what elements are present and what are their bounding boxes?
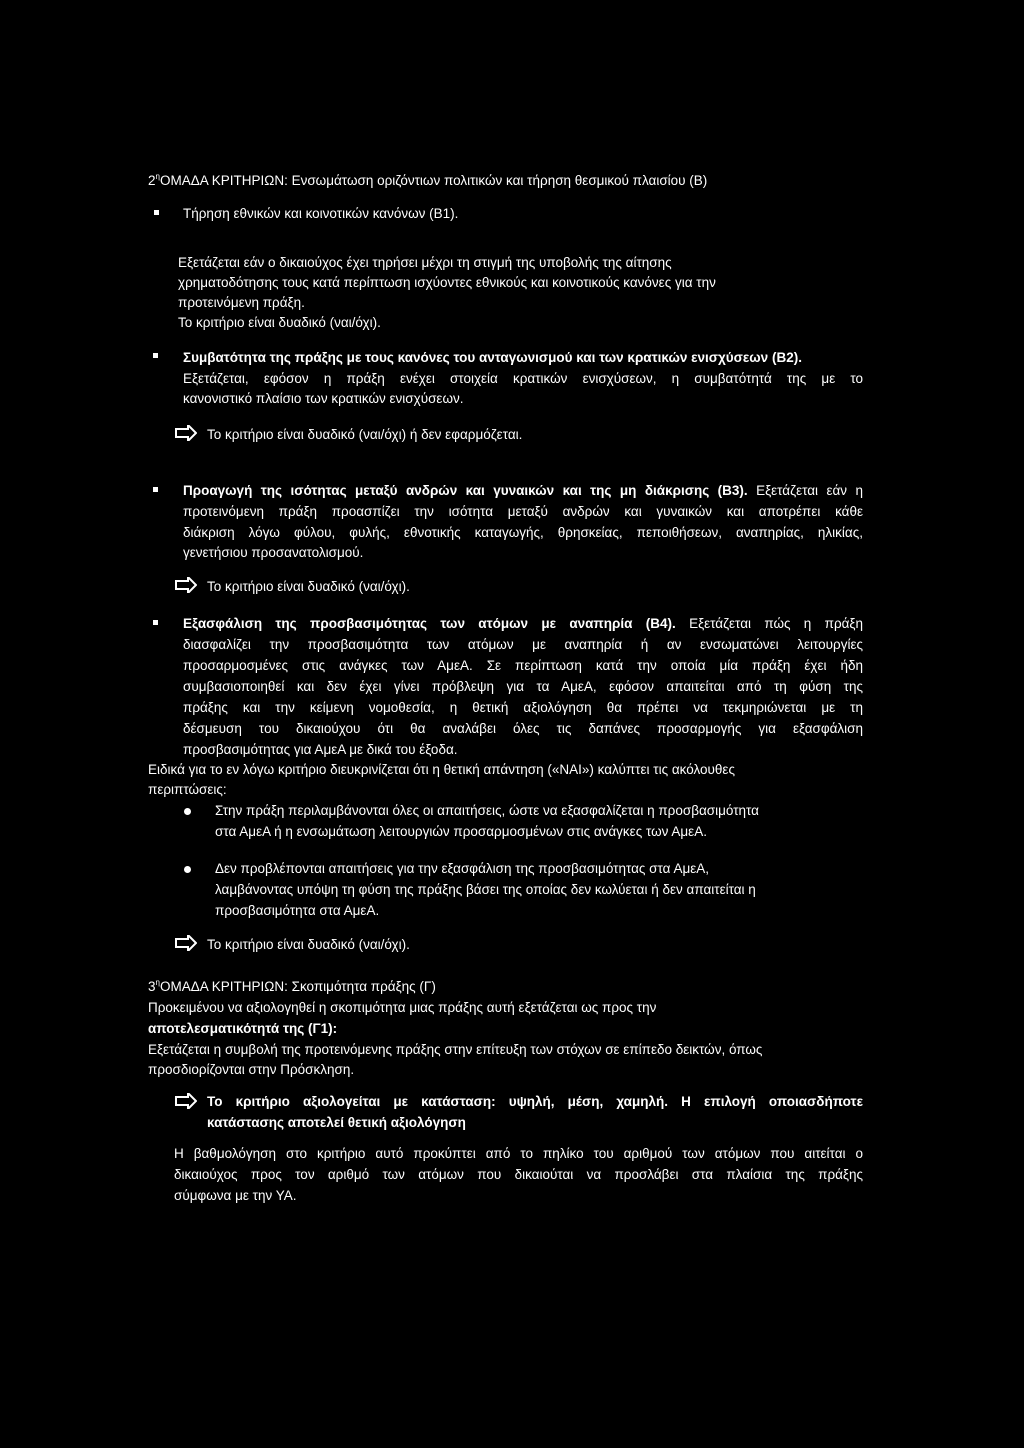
arrow-right-icon bbox=[175, 577, 197, 593]
g1-criterion-line: Το κριτήριο αξιολογείται με κατάσταση: υψηλή, μέση, χαμηλή. Η επιλογή οποιασδήποτε bbox=[207, 1094, 863, 1109]
arrow-right-icon bbox=[175, 425, 197, 441]
b3-text-line: γενετήσιου προσανατολισμού. bbox=[183, 545, 364, 560]
b3-first-line-rest: Εξετάζεται εάν η bbox=[747, 483, 863, 498]
b4-case-line: λαμβάνοντας υπόψη τη φύση της πράξης βάσει της οποίας δεν κωλύεται ή δεν απαιτείται η bbox=[215, 882, 756, 897]
b4-text-line: προσβασιμότητας για ΑμεΑ με δικά του έξοδα. bbox=[183, 742, 458, 757]
g1-text-line: Εξετάζεται η συμβολή της προτεινόμενης πράξης στην επίτευξη των στόχων σε επίπεδο δεικτών, όπως bbox=[148, 1042, 763, 1057]
group3-heading: $3^\eta OMA\Delta A$ ΚΡΙΤΗΡΙΩΝ: Σκοπιμότητα πράξης (Γ) bbox=[148, 978, 436, 994]
b2-title: Συμβατότητα της πράξης με τους κανόνες του ανταγωνισμού και των κρατικών ενισχύσεων (Β2). bbox=[183, 350, 802, 365]
b4-case-line: στα ΑμεΑ ή η ενσωμάτωση λειτουργιών προσαρμοσμένων στις ανάγκες των ΑμεΑ. bbox=[215, 824, 707, 839]
b4-text-line: συμβασιοποιηθεί και δεν έχει γίνει πρόβλεψη για τα ΑμεΑ, εφόσον απαιτείται από τη φύση της bbox=[183, 679, 863, 694]
b4-note-line: Ειδικά για το εν λόγω κριτήριο διευκρινίζεται ότι η θετική απάντηση («ΝΑΙ») καλύπτει τις ακόλουθες bbox=[148, 762, 735, 777]
b1-criterion: Το κριτήριο είναι δυαδικό (ναι/όχι). bbox=[178, 315, 381, 330]
group3-intro: Προκειμένου να αξιολογηθεί η σκοπιμότητα μιας πράξης αυτή εξετάζεται ως προς την bbox=[148, 1000, 657, 1015]
b3-text-line: προτεινόμενη πράξη προασπίζει την ισότητα μεταξύ ανδρών και γυναικών και αποτρέπει κάθε bbox=[183, 504, 863, 519]
b1-text-line: χρηματοδότησης τους κατά περίπτωση ισχύοντες εθνικούς και κοινοτικούς κανόνες για την bbox=[178, 275, 716, 290]
b3-title: Προαγωγή της ισότητας μεταξύ ανδρών και γυναικών και της μη διάκρισης (Β3). bbox=[183, 483, 748, 498]
b4-text-line: δέσμευση του δικαιούχου ότι θα αναλάβει όλες τις δαπάνες προσαρμογής για εξασφάλιση bbox=[183, 721, 863, 736]
b4-title: Εξασφάλιση της προσβασιμότητας των ατόμων με αναπηρία (Β4). bbox=[183, 616, 676, 631]
b4-text-line: διασφαλίζει την προσβασιμότητα των ατόμων με αναπηρία ή αν ενσωματώνει λειτουργίες bbox=[183, 637, 863, 652]
b4-case-line: Δεν προβλέπονται απαιτήσεις για την εξασφάλιση της προσβασιμότητας στα ΑμεΑ, bbox=[215, 861, 710, 876]
b2-criterion: Το κριτήριο είναι δυαδικό (ναι/όχι) ή δεν εφαρμόζεται. bbox=[207, 427, 523, 442]
g1-criterion-line: κατάστασης αποτελεί θετική αξιολόγηση bbox=[207, 1115, 466, 1130]
b2-text-line: Εξετάζεται, εφόσον η πράξη ενέχει στοιχεία κρατικών ενισχύσεων, η συμβατότητά της με το bbox=[183, 371, 863, 386]
arrow-right-icon bbox=[175, 935, 197, 951]
g1-text-line: προσδιορίζονται στην Πρόσκληση. bbox=[148, 1062, 355, 1077]
b4-first-line bbox=[183, 614, 863, 634]
arrow-right-icon bbox=[175, 1093, 197, 1109]
square-bullet-icon bbox=[153, 353, 158, 358]
b4-first-line-rest: Εξετάζεται πώς η πράξη bbox=[675, 616, 863, 631]
group2-heading: $2^\eta OMA\Delta A$ ΚΡΙΤΗΡΙΩΝ: Ενσωμάτωση οριζόντιων πολιτικών και τήρηση θεσμικού πλαισίου (Β) bbox=[148, 172, 708, 188]
b4-case-line: Στην πράξη περιλαμβάνονται όλες οι απαιτήσεις, ώστε να εξασφαλίζεται η προσβασιμότητα bbox=[215, 803, 759, 818]
b1-text-line: Εξετάζεται εάν ο δικαιούχος έχει τηρήσει μέχρι τη στιγμή της υποβολής της αίτησης bbox=[178, 255, 672, 270]
b1-title: Τήρηση εθνικών και κοινοτικών κανόνων (Β1). bbox=[183, 206, 459, 221]
g1-title: αποτελεσματικότητά της (Γ1): bbox=[148, 1021, 338, 1036]
round-bullet-icon bbox=[184, 808, 191, 815]
square-bullet-icon bbox=[154, 210, 159, 215]
b2-text-line: κανονιστικό πλαίσιο των κρατικών ενισχύσεων. bbox=[183, 391, 464, 406]
b3-first-line bbox=[183, 481, 863, 501]
g1-scoring-line: δικαιούχος προς τον αριθμό των ατόμων που δικαιούται να προσλάβει στα πλαίσια της πράξης bbox=[174, 1167, 863, 1182]
square-bullet-icon bbox=[153, 620, 158, 625]
b1-text-line: προτεινόμενη πράξη. bbox=[178, 295, 305, 310]
g1-scoring-line: σύμφωνα με την ΥΑ. bbox=[174, 1188, 297, 1203]
square-bullet-icon bbox=[153, 487, 158, 492]
b4-case-line: προσβασιμότητα στα ΑμεΑ. bbox=[215, 903, 380, 918]
b4-text-line: πράξης και την κείμενη νομοθεσία, η θετική αξιολόγηση θα πρέπει να τεκμηριώνεται με τη bbox=[183, 700, 863, 715]
b3-criterion: Το κριτήριο είναι δυαδικό (ναι/όχι). bbox=[207, 579, 410, 594]
b4-criterion: Το κριτήριο είναι δυαδικό (ναι/όχι). bbox=[207, 937, 410, 952]
b4-text-line: προσαρμοσμένες στις ανάγκες των ΑμεΑ. Σε περίπτωση κατά την οποία μία πράξη έχει ήδη bbox=[183, 658, 863, 673]
b4-note-line: περιπτώσεις: bbox=[148, 782, 227, 797]
g1-scoring-line: Η βαθμολόγηση στο κριτήριο αυτό προκύπτει από το πηλίκο του αριθμού των ατόμων που αιτείται ο bbox=[174, 1146, 863, 1161]
b3-text-line: διάκριση λόγω φύλου, φυλής, εθνοτικής καταγωγής, θρησκείας, πεποιθήσεων, αναπηρίας, ηλικίας, bbox=[183, 525, 863, 540]
round-bullet-icon bbox=[184, 866, 191, 873]
